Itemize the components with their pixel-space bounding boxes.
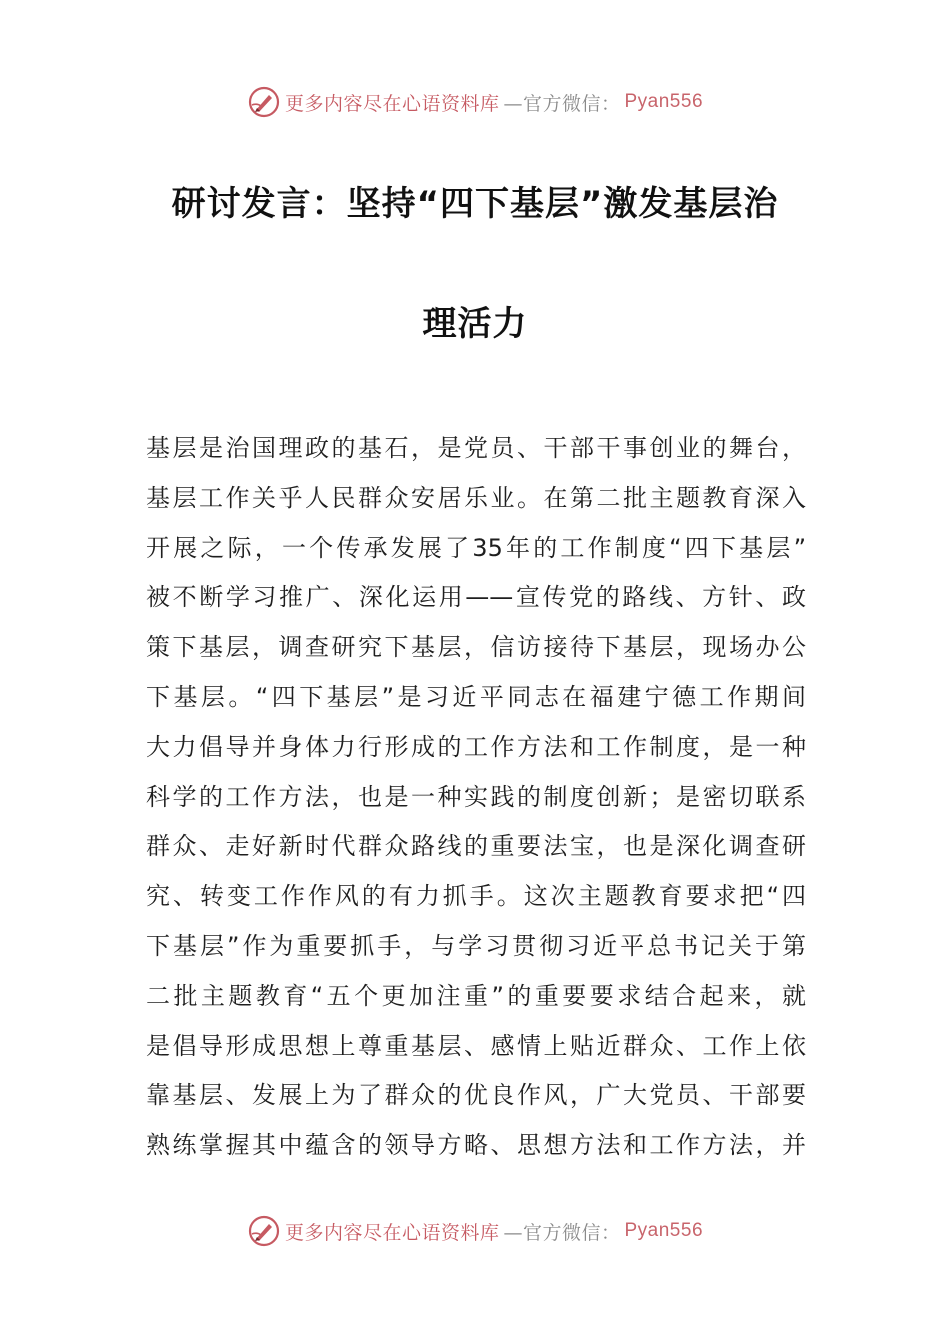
body-line: 下基层。“四下基层”是习近平同志在福建宁德工作期间 (146, 682, 806, 711)
watermark-text-main: 更多内容尽在心语资料库 (284, 1221, 500, 1244)
footer-watermark-banner (0, 1211, 950, 1251)
body-line: 究、转变工作作风的有力抓手。这次主题教育要求把“四 (146, 882, 806, 911)
pen-logo-icon (247, 1214, 281, 1248)
body-line: 科学的工作方法，也是一种实践的制度创新；是密切联系 (146, 782, 806, 811)
document-title-line-1: 研讨发言：坚持“四下基层”激发基层治 (171, 184, 779, 224)
body-paragraph (146, 424, 806, 1171)
watermark-text-main: 更多内容尽在心语资料库 (284, 92, 500, 115)
watermark-wechat-id: Pyan556 (624, 1220, 704, 1241)
watermark-text-label: —官方微信： (503, 92, 621, 115)
body-line: 基层是治国理政的基石，是党员、干部干事创业的舞台， (146, 434, 806, 462)
body-line: 群众、走好新时代群众路线的重要法宝，也是深化调查研 (146, 832, 806, 861)
body-line: 熟练掌握其中蕴含的领导方略、思想方法和工作方法，并 (146, 1131, 806, 1160)
body-line: 大力倡导并身体力行形成的工作方法和工作制度，是一种 (146, 732, 806, 761)
watermark-text-label: —官方微信： (503, 1221, 621, 1244)
document-title-line-2: 理活力 (422, 304, 528, 344)
body-line: 策下基层，调查研究下基层，信访接待下基层，现场办公 (146, 633, 806, 662)
body-line: 下基层”作为重要抓手，与学习贯彻习近平总书记关于第 (146, 931, 806, 960)
pen-logo-icon (247, 85, 281, 119)
watermark-wechat-id: Pyan556 (624, 91, 704, 112)
body-line: 是倡导形成思想上尊重基层、感情上贴近群众、工作上依 (146, 1031, 806, 1060)
body-line: 二批主题教育“五个更加注重”的重要要求结合起来，就 (146, 981, 806, 1010)
body-line: 被不断学习推广、深化运用——宣传党的路线、方针、政 (146, 583, 806, 612)
body-line: 开展之际，一个传承发展了35年的工作制度“四下基层” (146, 533, 806, 562)
header-watermark-banner (0, 82, 950, 122)
body-line: 靠基层、发展上为了群众的优良作风，广大党员、干部要 (146, 1081, 806, 1110)
body-line: 基层工作关乎人民群众安居乐业。在第二批主题教育深入 (146, 483, 806, 512)
